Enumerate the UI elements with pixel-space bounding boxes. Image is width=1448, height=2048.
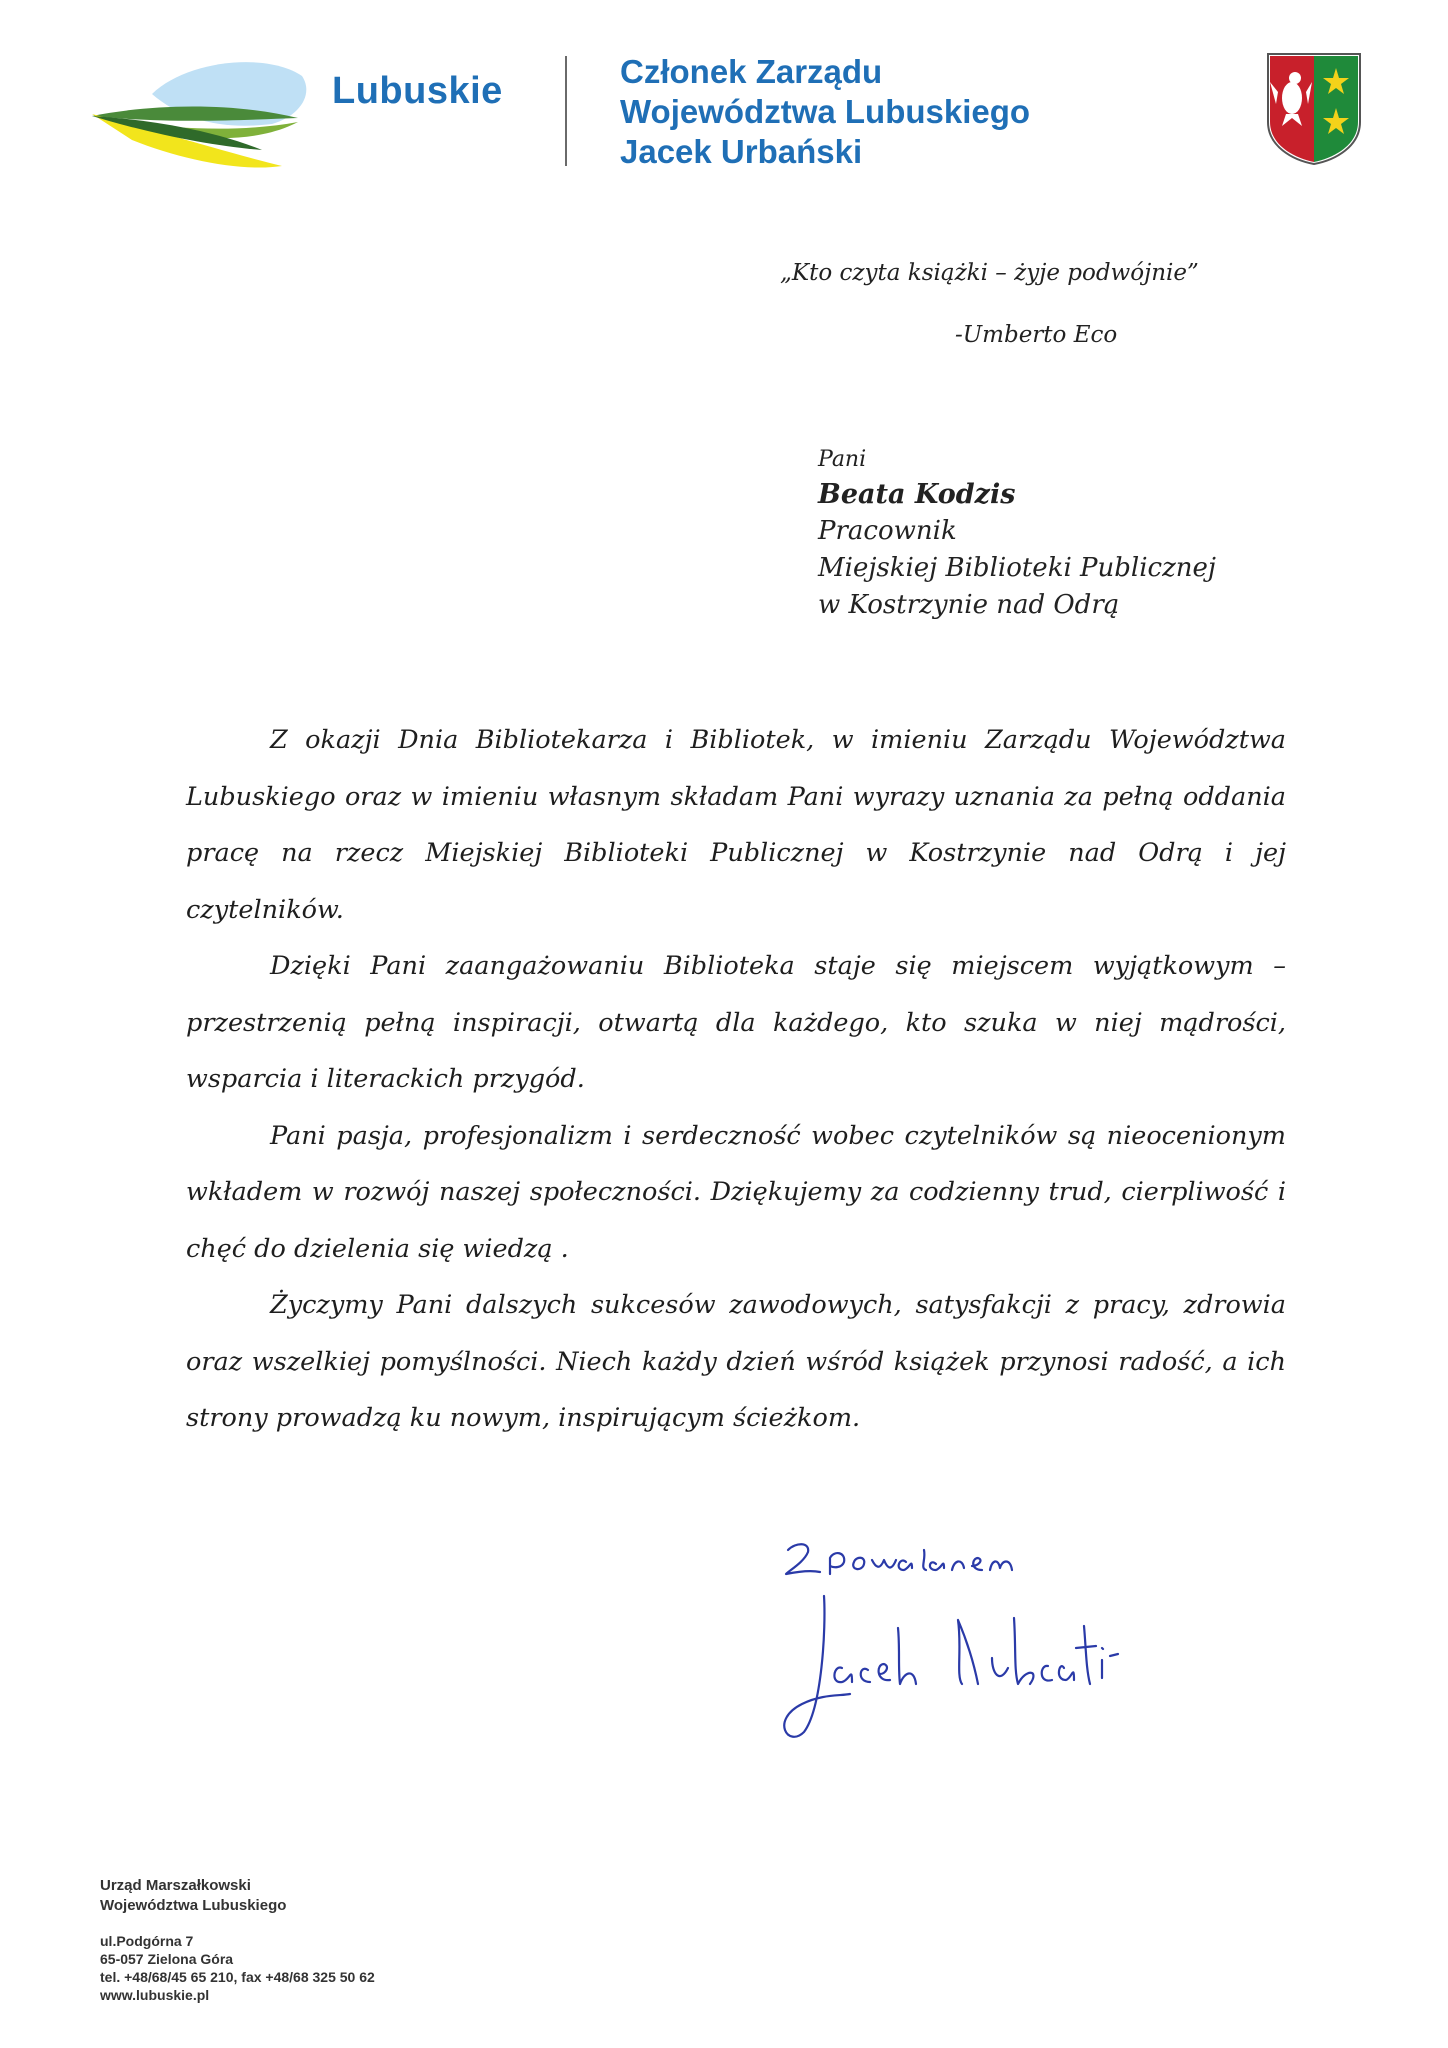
letter-body	[186, 712, 1286, 1447]
footer	[100, 1876, 375, 2004]
footer-contact: tel. +48/68/45 65 210, fax +48/68 325 50 62	[100, 1969, 375, 1985]
footer-org-line: Urząd Marszałkowski	[100, 1877, 251, 1894]
logo-text: Lubuskie	[332, 70, 503, 112]
handwritten-signature-icon	[730, 1508, 1130, 1778]
footer-address-line: ul.Podgórna 7	[100, 1933, 194, 1949]
footer-org	[100, 1876, 375, 1916]
quote-text: „Kto czyta książki – żyje podwójnie”	[780, 260, 1199, 286]
header-divider	[565, 56, 567, 166]
footer-address-line: 65-057 Zielona Góra	[100, 1951, 234, 1967]
body-paragraph: Życzymy Pani dalszych sukcesów zawodowych, satysfakcji z pracy, zdrowia oraz wszelkiej pomyślności. Niech każdy dzień wśród książek przynosi radość, a ich strony prowadzą ku nowym, inspirującym ścieżkom.	[186, 1290, 1286, 1433]
quote-author: -Umberto Eco	[955, 322, 1118, 348]
body-paragraph: Z okazji Dnia Bibliotekarza i Bibliotek, w imieniu Zarządu Województwa Lubuskiego oraz w imieniu własnym składam Pani wyrazy uznania za pełną oddania pracę na rzecz Miejskiej Biblioteki Publicznej w Kostrzynie nad Odrą i jej czytelników.	[186, 725, 1286, 925]
coat-of-arms-icon	[1266, 52, 1362, 166]
header-title-line: Jacek Urbański	[620, 133, 863, 170]
recipient-salutation: Pani	[818, 447, 867, 472]
footer-website-link[interactable]: www.lubuskie.pl	[100, 1987, 210, 2003]
recipient-name: Beata Kodzis	[818, 479, 1016, 510]
body-paragraph: Pani pasja, profesjonalizm i serdeczność wobec czytelników są nieocenionym wkładem w rozwój naszej społeczności. Dziękujemy za codzienny trud, cierpliwość i chęć do dzielenia się wiedzą .	[186, 1120, 1286, 1264]
header-title-line: Członek Zarządu	[620, 53, 883, 90]
recipient-block	[818, 444, 1216, 624]
body-paragraph: Dzięki Pani zaangażowaniu Biblioteka staje się miejscem wyjątkowym – przestrzenią pełną inspiracji, otwartą dla każdego, kto szuka w niej mądrości, wsparcia i literackich przygód.	[186, 951, 1286, 1094]
recipient-position: Pracownik	[818, 516, 957, 546]
lubuskie-logo-icon	[92, 54, 312, 172]
footer-org-line: Województwa Lubuskiego	[100, 1897, 287, 1914]
recipient-institution: Miejskiej Biblioteki Publicznej	[818, 553, 1216, 583]
recipient-location: w Kostrzynie nad Odrą	[818, 590, 1120, 620]
header-title-line: Województwa Lubuskiego	[620, 93, 1031, 130]
header-title	[620, 52, 1030, 172]
